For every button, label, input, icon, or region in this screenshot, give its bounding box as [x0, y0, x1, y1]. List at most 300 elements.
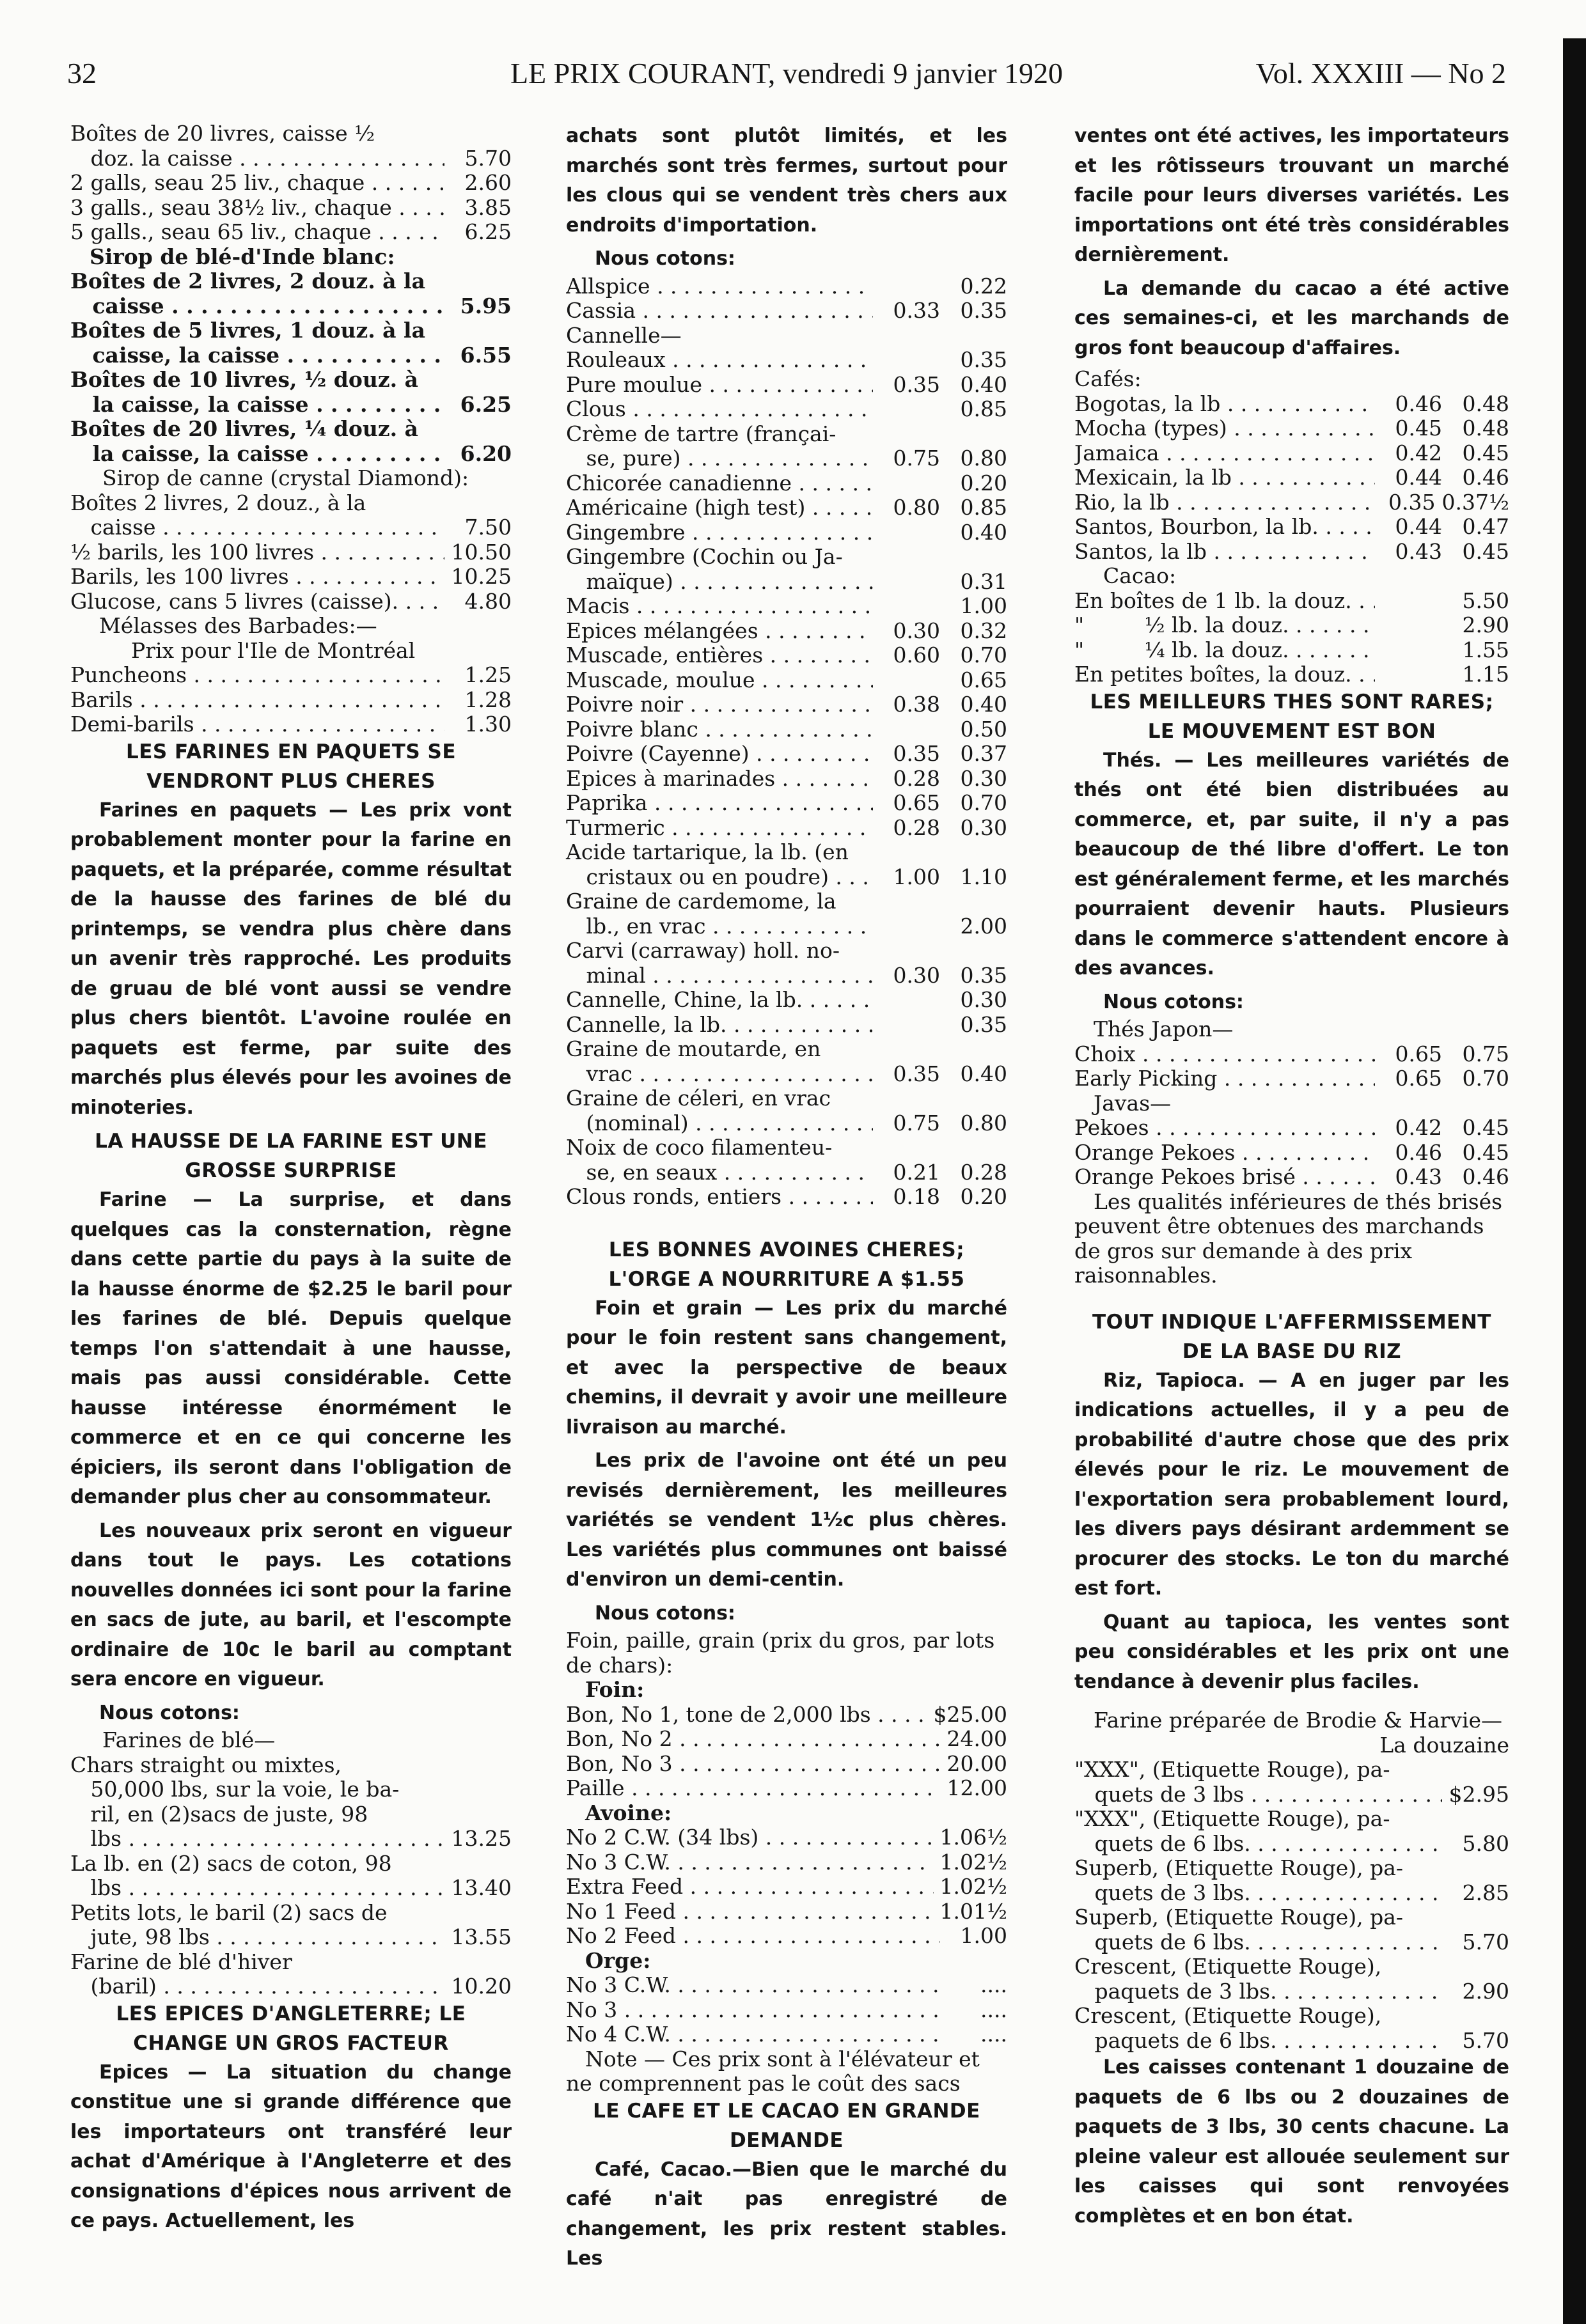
price-label: Muscade, moulue . . .	[566, 668, 873, 693]
paragraph: Café, Cacao.—Bien que le marché du café n'ait pas enregistré de changement, les prix restent stables. Les	[566, 2158, 1007, 2270]
price-label: Rio, la lb . . .	[1074, 490, 1369, 515]
price-row	[566, 988, 1007, 1013]
price-value: 0.65	[1395, 1041, 1442, 1066]
price-value: 0.20	[960, 470, 1007, 495]
price-row	[566, 939, 1007, 963]
subheading-orge: Orge:	[585, 1947, 651, 1973]
price-label: lbs . . .	[70, 1827, 444, 1852]
price-label: "XXX", (Etiquette Rouge), pa-	[1074, 1806, 1390, 1831]
headline-avoines: LES BONNES AVOINES CHERES; L'ORGE A NOURRITURE A $1.55	[608, 1238, 965, 1291]
price-row	[566, 2022, 1007, 2047]
price-value: 1.06½	[939, 1825, 1007, 1850]
price-value: 0.40	[960, 371, 1007, 397]
price-value: 0.46	[1462, 465, 1509, 490]
paragraph: Epices — La situation du change constitue une si grande différence que les importateurs ont transféré leur achat d'Amérique à l'Angleterre et des consignations d'épices nous arrivent de ce pays. Actuellement, les	[70, 2061, 512, 2232]
price-label: Orange Pekoes . . .	[1074, 1141, 1375, 1166]
paragraph: Foin et grain — Les prix du marché pour le foin restent sans changement, et avec la perspective de beaux chemins, il devrait y avoir une meilleure livraison au marché.	[566, 1297, 1007, 1439]
price-label: caisse . . .	[70, 515, 444, 540]
headline-epices-angleterre: LES EPICES D'ANGLETERRE; LE CHANGE UN GROS FACTEUR	[116, 2002, 466, 2055]
price-value: 6.25	[464, 219, 512, 244]
price-label: Graine de cardemome, la	[566, 889, 836, 914]
price-value: 0.18	[893, 1184, 940, 1209]
column-2	[566, 121, 1007, 2278]
price-row	[566, 1776, 1007, 1801]
price-label: Graine de moutarde, en	[566, 1036, 821, 1061]
price-label: Jamaica . . .	[1074, 441, 1375, 466]
price-label: Gingembre (Cochin ou Ja-	[566, 544, 843, 569]
price-label: ½ barils, les 100 livres . . .	[70, 540, 444, 565]
paragraph: Thés. — Les meilleures variétés de thés ont été bien distribuées au commerce, et, par suite, il n'y a pas beaucoup de thé libre d'offert. Le ton est généralement ferme, et les marchés pourraient devenir hauts. Plusieurs dans le commerce s'attendent encore à des avances.	[1074, 749, 1509, 979]
price-label: La lb. en (2) sacs de coton, 98	[70, 1850, 392, 1876]
price-value: 0.70	[1462, 1066, 1509, 1091]
price-label: No 3 C.W. . . .	[566, 1850, 934, 1875]
price-value: ....	[980, 1972, 1007, 1997]
price-row	[1074, 1758, 1509, 1782]
article-cafe-continued	[1074, 121, 1509, 363]
price-row	[566, 1703, 1007, 1727]
price-value: 4.80	[464, 588, 512, 614]
price-label: Noix de coco filamenteu-	[566, 1135, 833, 1160]
price-label: 2 galls, seau 25 liv., chaque . . .	[70, 171, 444, 196]
price-label: la caisse, la caisse . . .	[70, 442, 444, 467]
article-thes	[1074, 746, 1509, 984]
price-label: Cannelle, la lb. . . .	[566, 1013, 873, 1038]
price-value: 0.75	[893, 1110, 940, 1135]
price-row	[1074, 515, 1509, 540]
price-row	[566, 619, 1007, 644]
price-row	[70, 393, 512, 417]
price-row	[1074, 1066, 1509, 1091]
price-value: 0.45	[1462, 1139, 1509, 1165]
price-label: quets de 3 lbs . . .	[1074, 1782, 1442, 1807]
price-label: quets de 6 lbs. . . .	[1074, 1832, 1442, 1857]
price-row	[566, 742, 1007, 767]
price-row	[566, 1752, 1007, 1777]
price-label: 5 galls., seau 65 liv., chaque . . .	[70, 220, 444, 245]
price-row	[70, 1852, 512, 1876]
price-row	[566, 963, 1007, 988]
price-row	[1074, 1141, 1509, 1166]
price-value: $2.95	[1449, 1781, 1509, 1807]
price-value: 0.45	[1462, 1115, 1509, 1140]
price-value: 2.90	[1462, 1978, 1509, 2004]
article-farines-paquets	[70, 796, 512, 1123]
price-row	[1074, 1832, 1509, 1857]
price-label: Acide tartarique, la lb. (en	[566, 839, 849, 864]
subheading-avoine: Avoine:	[585, 1800, 672, 1825]
price-value: 0.35	[960, 962, 1007, 988]
note-elevateur: Note — Ces prix sont à l'élévateur et ne comprennent pas le coût des sacs	[566, 2046, 980, 2096]
price-label: (nominal) . . .	[566, 1111, 873, 1136]
price-value: 6.20	[460, 441, 512, 466]
price-label: Farine de blé d'hiver	[70, 1949, 292, 1974]
price-value: 2.85	[1462, 1880, 1509, 1905]
price-value: 0.42	[1395, 1115, 1442, 1140]
price-label: 3 galls., seau 38½ liv., chaque . . .	[70, 196, 444, 221]
price-list-epices	[566, 274, 1007, 1210]
price-label: cristaux ou en poudre) . . .	[566, 865, 873, 890]
price-list-sirop-canne	[70, 491, 512, 614]
price-value: 10.25	[451, 564, 512, 589]
price-row	[566, 1062, 1007, 1087]
headline-cafe-cacao: LE CAFE ET LE CACAO EN GRANDE DEMANDE	[593, 2099, 980, 2152]
article-foin-grain	[566, 1294, 1007, 1595]
price-label: Paille . . .	[566, 1776, 940, 1801]
price-row	[566, 422, 1007, 447]
price-value: 5.70	[464, 145, 512, 171]
price-row	[566, 495, 1007, 520]
volume-number: Vol. XXXIII — No 2	[1255, 57, 1506, 90]
price-label: 50,000 lbs, sur la voie, le ba-	[70, 1777, 400, 1802]
price-value: 0.80	[960, 1110, 1007, 1135]
price-label: Pekoes . . .	[1074, 1116, 1375, 1141]
price-row	[566, 1850, 1007, 1875]
price-value: 0.47	[1462, 514, 1509, 539]
price-value: 0.38	[893, 692, 940, 717]
price-value: 0.85	[960, 396, 1007, 421]
price-row	[566, 397, 1007, 422]
price-row	[70, 171, 512, 196]
price-label: Puncheons . . .	[70, 663, 444, 688]
price-row	[1074, 1782, 1509, 1807]
price-value: 10.50	[451, 539, 512, 565]
price-label: Epices mélangées . . .	[566, 619, 873, 644]
price-label: lbs . . .	[70, 1876, 444, 1901]
price-value: 1.10	[960, 864, 1007, 889]
price-row	[70, 294, 512, 319]
price-row	[1074, 1042, 1509, 1067]
price-label: ril, en (2)sacs de juste, 98	[70, 1801, 368, 1827]
price-label: Santos, Bourbon, la lb. . . .	[1074, 515, 1375, 540]
price-row	[566, 1924, 1007, 1949]
price-value: 0.30	[893, 962, 940, 988]
article-epices	[70, 2058, 512, 2236]
price-row	[566, 324, 1007, 348]
price-value: 5.50	[1462, 588, 1509, 613]
subheading-melasses-prix: Prix pour l'Ile de Montréal	[131, 637, 416, 663]
price-row	[70, 1925, 512, 1950]
price-value: 0.70	[960, 790, 1007, 815]
price-row	[566, 643, 1007, 668]
price-list-farines	[70, 1753, 512, 1999]
price-row	[566, 570, 1007, 595]
price-label: Chars straight ou mixtes,	[70, 1752, 342, 1777]
price-value: 3.85	[464, 194, 512, 220]
subheading-cafes: Cafés:	[1074, 366, 1142, 391]
price-row	[1074, 1116, 1509, 1141]
price-row	[1074, 540, 1509, 565]
price-label: Clous . . .	[566, 397, 873, 422]
price-value: 0.21	[893, 1159, 940, 1185]
price-label: se, en seaux . . .	[566, 1160, 873, 1185]
price-label: No 4 C.W. . . .	[566, 2022, 940, 2047]
price-row	[566, 299, 1007, 324]
price-row	[70, 318, 512, 343]
price-label: Crescent, (Etiquette Rouge),	[1074, 1954, 1382, 1979]
price-value: 1.01½	[939, 1898, 1007, 1924]
price-value: 0.60	[893, 643, 940, 667]
price-label: " ¼ lb. la douz. . . .	[1074, 638, 1375, 663]
price-label: Macis . . .	[566, 594, 873, 619]
price-row	[566, 520, 1007, 545]
price-value: 0.46	[1395, 1139, 1442, 1165]
price-value: 0.30	[960, 987, 1007, 1012]
price-row	[1074, 416, 1509, 441]
price-row	[1074, 465, 1509, 490]
price-value: 1.00	[893, 864, 940, 889]
price-row	[566, 791, 1007, 816]
price-label: Boîtes de 20 livres, caisse ½	[70, 121, 375, 146]
price-row	[70, 1901, 512, 1926]
price-row	[566, 373, 1007, 398]
price-label: caisse, la caisse . . .	[70, 343, 444, 368]
price-row	[566, 1727, 1007, 1752]
price-value: 7.50	[464, 515, 512, 540]
price-row	[566, 668, 1007, 693]
price-row	[1074, 1856, 1509, 1881]
price-value: 0.45	[1462, 538, 1509, 564]
price-row	[566, 1825, 1007, 1850]
price-label: quets de 3 lbs. . . .	[1074, 1881, 1442, 1906]
price-value: 0.80	[893, 495, 940, 520]
price-row	[70, 1950, 512, 1975]
price-list-thes-japon	[1074, 1042, 1509, 1091]
price-value: 0.28	[893, 765, 940, 791]
price-value: 13.25	[451, 1826, 512, 1851]
price-value: 1.02½	[939, 1849, 1007, 1875]
price-row	[70, 442, 512, 467]
page-header	[67, 56, 1506, 101]
price-row	[566, 865, 1007, 890]
price-value: 24.00	[946, 1726, 1007, 1751]
subheading-sirop-inde: Sirop de blé-d'Inde blanc:	[90, 244, 395, 269]
price-value: 0.48	[1462, 391, 1509, 416]
price-value: 0.35	[960, 298, 1007, 323]
price-row	[1074, 662, 1509, 687]
price-value: 1.00	[960, 593, 1007, 618]
price-row	[1074, 1954, 1509, 1979]
price-label: Boîtes de 20 livres, ¼ douz. à	[70, 416, 418, 441]
paragraph: Farine — La surprise, et dans quelques cas la consternation, règne dans cette partie du pays à la suite de la hausse énorme de $2.25 le baril pour les farines de blé. Depuis quelque temps l'on s'attendait à une hausse, mais pas aussi considérable. Cette hausse intéresse énormément le commerce et en ce qui concerne les épiciers, ils seront dans l'obligation de demander plus cher au consommateur.	[70, 1189, 512, 1508]
price-label: Muscade, entières . . .	[566, 643, 873, 668]
price-row	[566, 1086, 1007, 1111]
price-value: ....	[980, 1997, 1007, 2022]
price-row	[70, 121, 512, 146]
price-row	[566, 1973, 1007, 1998]
price-value: 13.40	[451, 1875, 512, 1900]
column-1	[70, 121, 512, 2240]
paragraph: Farines en paquets — Les prix vont probablement monter pour la farine en paquets, et la préparée, comme résultat de la hausse des farines de blé du printemps, se vendra plus chère dans un avenir très rapproché. Les produits de gruau de blé vont aussi se vendre plus chers bientôt. L'avoine roulée en paquets est ferme, par suite des marchés plus élevés pour les avoines de minoteries.	[70, 799, 512, 1119]
column-3	[1074, 121, 1509, 2235]
price-label: Allspice . . .	[566, 274, 873, 299]
price-list-avoine	[566, 1825, 1007, 1949]
price-value: 0.35	[1388, 489, 1436, 515]
price-label: Superb, (Etiquette Rouge), pa-	[1074, 1855, 1404, 1880]
price-row	[70, 1753, 512, 1778]
price-value: 0.65	[960, 667, 1007, 692]
price-value: 0.31	[960, 568, 1007, 594]
price-row	[1074, 1807, 1509, 1832]
price-row	[70, 343, 512, 368]
price-value: 0.65	[893, 790, 940, 815]
paragraph: Les prix de l'avoine ont été un peu revisés dernièrement, les meilleures variétés se vendent 1½c plus chères. Les variétés plus communes ont baissé d'environ un demi-centin.	[566, 1449, 1007, 1591]
price-label: Cannelle—	[566, 322, 682, 348]
price-row	[566, 1135, 1007, 1160]
price-value: 0.35	[893, 741, 940, 766]
price-label: Barils, les 100 livres . . .	[70, 565, 444, 589]
price-label: Santos, la lb . . .	[1074, 540, 1375, 565]
price-label: Gingembre . . .	[566, 520, 873, 545]
price-value: 1.25	[464, 662, 512, 687]
price-label: No 3 C.W. . . .	[566, 1973, 940, 1998]
price-value: 0.40	[960, 692, 1007, 717]
price-value: 0.33	[893, 298, 940, 323]
price-value: 0.65	[1395, 1066, 1442, 1091]
price-label: Graine de céleri, en vrac	[566, 1086, 831, 1111]
price-list-farine-preparee	[1074, 1758, 1509, 2053]
price-label: Bon, No 2 . . .	[566, 1727, 940, 1752]
price-label: Poivre noir . . .	[566, 692, 873, 717]
price-value: 0.37½	[1441, 489, 1509, 515]
price-value: 0.30	[960, 815, 1007, 840]
price-row	[70, 515, 512, 540]
headline-thes: LES MEILLEURS THES SONT RARES; LE MOUVEMENT EST BON	[1090, 690, 1494, 743]
price-value: 0.45	[1395, 416, 1442, 441]
price-row	[1074, 638, 1509, 663]
price-value: 10.20	[451, 1974, 512, 1999]
price-row	[70, 146, 512, 171]
price-value: 0.35	[960, 347, 1007, 372]
price-value: $25.00	[933, 1701, 1007, 1727]
price-value: 0.42	[1395, 440, 1442, 465]
note-thes-brises: Les qualités inférieures de thés brisés peuvent être obtenues des marchands de gros sur demande à des prix raisonnables.	[1074, 1189, 1503, 1288]
price-row	[566, 1013, 1007, 1038]
price-value: 1.55	[1462, 637, 1509, 662]
price-label: Paprika . . .	[566, 791, 873, 816]
price-value: 5.80	[1462, 1830, 1509, 1856]
label-nous-cotons: Nous cotons:	[99, 1701, 240, 1724]
price-value: 5.70	[1462, 1929, 1509, 1954]
price-label: Américaine (high test) . . .	[566, 495, 873, 520]
price-list-javas	[1074, 1116, 1509, 1190]
price-row	[1074, 490, 1509, 515]
price-label: Glucose, cans 5 livres (caisse). . . .	[70, 589, 444, 614]
price-row	[566, 274, 1007, 299]
price-value: 0.40	[960, 1061, 1007, 1086]
price-label: Mexicain, la lb . . .	[1074, 465, 1375, 490]
label-la-douzaine: La douzaine	[1379, 1732, 1509, 1758]
price-row	[1074, 441, 1509, 466]
price-row	[566, 889, 1007, 914]
price-label: Poivre (Cayenne) . . .	[566, 742, 873, 767]
price-value: 0.75	[893, 446, 940, 471]
price-label: paquets de 3 lbs. . . .	[1074, 1979, 1442, 2004]
price-label: Carvi (carraway) holl. no-	[566, 938, 840, 963]
price-label: No 1 Feed . . .	[566, 1899, 934, 1924]
price-label: " ½ lb. la douz. . . .	[1074, 613, 1375, 638]
price-value: 2.90	[1462, 612, 1509, 637]
price-label: Bon, No 1, tone de 2,000 lbs . . .	[566, 1703, 927, 1727]
price-row	[70, 196, 512, 221]
price-row	[70, 368, 512, 393]
headline-hausse-farine: LA HAUSSE DE LA FARINE EST UNE GROSSE SURPRISE	[95, 1130, 487, 1182]
price-row	[566, 471, 1007, 496]
price-label: No 2 C.W. (34 lbs) . . .	[566, 1825, 934, 1850]
price-row	[1074, 1979, 1509, 2004]
price-row	[1074, 1165, 1509, 1190]
price-value: 0.35	[960, 1011, 1007, 1037]
price-row	[1074, 1930, 1509, 1955]
price-value: 0.37	[960, 741, 1007, 766]
article-epices-continued	[566, 121, 1007, 240]
price-row	[566, 348, 1007, 373]
paragraph: achats sont plutôt limités, et les marchés sont très fermes, surtout pour les clous qui se vendent très chers aux endroits d'importation.	[566, 125, 1007, 237]
price-row	[70, 589, 512, 614]
price-label: minal . . .	[566, 963, 873, 988]
price-label: la caisse, la caisse . . .	[70, 393, 444, 417]
price-label: jute, 98 lbs . . .	[70, 1925, 444, 1950]
price-value: ....	[980, 2022, 1007, 2047]
paragraph: ventes ont été actives, les importateurs et les rôtisseurs trouvant un marché facile pour leurs diverses variétés. Les importations ont été très considérables dernièrement.	[1074, 125, 1509, 266]
price-list-foin	[566, 1703, 1007, 1801]
price-label: caisse . . .	[70, 294, 444, 319]
price-label: maïque) . . .	[566, 570, 873, 595]
price-label: Early Picking . . .	[1074, 1066, 1375, 1091]
price-row	[1074, 2029, 1509, 2054]
label-nous-cotons: Nous cotons:	[595, 247, 735, 270]
subheading-javas: Javas—	[1094, 1090, 1172, 1116]
price-value: 20.00	[946, 1751, 1007, 1776]
price-label: paquets de 6 lbs. . . .	[1074, 2029, 1442, 2054]
price-value: 1.15	[1462, 662, 1509, 687]
subheading-thes-japon: Thés Japon—	[1094, 1017, 1234, 1041]
price-label: Cassia . . .	[566, 299, 873, 324]
price-list-sirop-inde	[70, 269, 512, 466]
label-nous-cotons: Nous cotons:	[1103, 990, 1244, 1013]
price-row	[1074, 589, 1509, 614]
price-value: 2.00	[960, 913, 1007, 939]
price-row	[70, 269, 512, 294]
price-row	[70, 417, 512, 442]
price-row	[566, 914, 1007, 939]
price-row	[70, 1827, 512, 1852]
note-caisses	[1074, 2053, 1509, 2231]
price-value: 0.85	[960, 495, 1007, 520]
price-label: doz. la caisse . . .	[70, 146, 444, 171]
price-label: Pure moulue . . .	[566, 373, 873, 398]
price-list-orge	[566, 1973, 1007, 2047]
price-value: 0.44	[1395, 465, 1442, 490]
price-list-cafes	[1074, 392, 1509, 565]
article-hausse-farine	[70, 1185, 512, 1695]
subheading-brodie-harvie: Farine préparée de Brodie & Harvie—	[1094, 1708, 1503, 1733]
price-label: Epices à marinades . . .	[566, 767, 873, 792]
price-row	[566, 1160, 1007, 1185]
price-value: 0.48	[1462, 416, 1509, 441]
price-value: 5.70	[1462, 2027, 1509, 2053]
subheading-foin: Foin:	[585, 1677, 645, 1702]
price-label: Turmeric . . .	[566, 816, 873, 841]
price-row	[70, 663, 512, 688]
price-value: 0.28	[960, 1159, 1007, 1185]
price-value: 0.44	[1395, 514, 1442, 539]
price-list-cacao	[1074, 589, 1509, 687]
price-value: 0.45	[1462, 440, 1509, 465]
price-label: Bogotas, la lb . . .	[1074, 392, 1375, 417]
price-row	[566, 1185, 1007, 1210]
price-row	[70, 688, 512, 713]
price-row	[566, 1875, 1007, 1899]
